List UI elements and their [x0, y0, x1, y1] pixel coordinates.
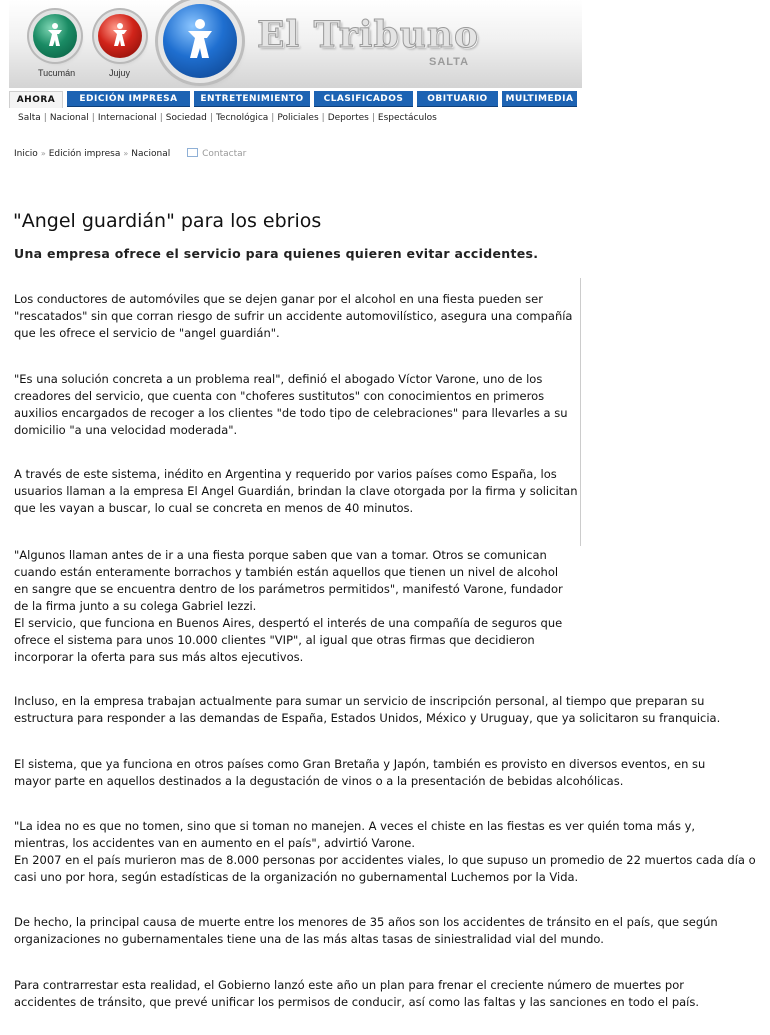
section-link-salta[interactable]: Salta — [18, 113, 41, 123]
divider: | — [271, 113, 275, 123]
text-line: A través de este sistema, inédito en Argentina y requerido por varios países como España, los — [14, 467, 557, 481]
edition-tucuman-logo-icon[interactable] — [33, 14, 77, 58]
site-logo-city: SALTA — [429, 56, 470, 68]
text-line: que les ofrece el servicio de "angel guardián". — [14, 326, 280, 340]
text-line: que les vayan a buscar, lo cual se concreta en menos de 40 minutos. — [14, 501, 414, 515]
section-link-espectaculos[interactable]: Espectáculos — [377, 113, 437, 123]
article-paragraph — [14, 914, 759, 948]
breadcrumb-inicio[interactable]: Inicio — [14, 149, 38, 159]
text-line: "Algunos llaman antes de ir a una fiesta porque saben que van a tomar. Otros se comunican — [14, 548, 547, 562]
text-line: de la firma junto a su colega Gabriel Iezzi. — [14, 599, 257, 613]
text-line: accidentes de tránsito, que prevé unificar los permisos de conducir, así como las faltas y las sanciones en todo el país. — [14, 995, 700, 1009]
article-paragraph — [14, 977, 759, 1011]
article-subtitle: Una empresa ofrece el servicio para quienes quieren evitar accidentes. — [14, 246, 539, 261]
article-paragraph — [14, 693, 759, 727]
double-chevron-icon: » — [123, 149, 129, 158]
text-line: El sistema, que ya funciona en otros países como Gran Bretaña y Japón, también es provisto en diversos eventos, en su — [14, 757, 706, 771]
text-line: Para contrarrestar esta realidad, el Gobierno lanzó este año un plan para frenar el creciente número de muertes por — [14, 978, 684, 992]
text-line: estructura para responder a las demandas de España, Estados Unidos, México y Uruguay, que ya solicitaron su franquicia. — [14, 711, 721, 725]
edition-salta-logo-icon[interactable] — [163, 4, 237, 78]
divider: | — [91, 113, 95, 123]
section-link-tecnologica[interactable]: Tecnológica — [215, 113, 269, 123]
text-line: Los conductores de automóviles que se dejen ganar por el alcohol en una fiesta pueden ser — [14, 292, 543, 306]
tab-entretenimiento[interactable]: ENTRETENIMIENTO — [194, 91, 310, 107]
edition-jujuy-label[interactable]: Jujuy — [109, 68, 131, 78]
text-line: usuarios llaman a la empresa El Angel Guardián, brindan la clave otorgada por la firma y solicitan — [14, 484, 578, 498]
section-link-deportes[interactable]: Deportes — [327, 113, 369, 123]
section-link-nacional[interactable]: Nacional — [49, 113, 89, 123]
site-header — [9, 0, 582, 88]
column-divider — [580, 278, 581, 546]
text-line: casi uno por hora, según estadísticas de la organización no gubernamental Luchemos por la Vida. — [14, 870, 579, 884]
edition-tucuman-label[interactable]: Tucumán — [38, 68, 76, 78]
article-paragraph — [14, 818, 759, 886]
article-paragraph — [14, 466, 580, 517]
text-line: organizaciones no gubernamentales tiene una de las más altas tasas de siniestralidad vial del mundo. — [14, 932, 604, 946]
text-line: "Es una solución concreta a un problema real", definió el abogado Víctor Varone, uno de los — [14, 372, 543, 386]
divider: | — [371, 113, 375, 123]
section-link-sociedad[interactable]: Sociedad — [165, 113, 207, 123]
contact-label: Contactar — [202, 149, 247, 159]
divider: | — [159, 113, 163, 123]
section-link-internacional[interactable]: Internacional — [97, 113, 157, 123]
text-line: En 2007 en el país murieron mas de 8.000 personas por accidentes viales, lo que supuso un promedio de 22 muertos cada día o — [14, 853, 756, 867]
site-logo-title[interactable]: El Tribuno — [257, 14, 479, 56]
divider: | — [321, 113, 325, 123]
text-line: El servicio, que funciona en Buenos Aires, despertó el interés de una compañía de seguros que — [14, 616, 563, 630]
text-line: mayor parte en aquellos destinados a la degustación de vinos o a la presentación de bebidas alcohólicas. — [14, 774, 624, 788]
text-line: creadores del servicio, que cuenta con "choferes sustitutos" con conocimientos en primeros — [14, 389, 545, 403]
tab-ahora[interactable]: AHORA — [9, 91, 63, 108]
mail-icon — [187, 148, 198, 157]
text-line: mientras, los accidentes van en aumento en el país", advirtió Varone. — [14, 836, 416, 850]
edition-jujuy-logo-icon[interactable] — [98, 14, 142, 58]
tab-multimedia[interactable]: MULTIMEDIA — [502, 91, 577, 107]
tab-obituario[interactable]: OBITUARIO — [417, 91, 498, 107]
breadcrumb — [14, 148, 246, 159]
article-paragraph — [14, 371, 580, 439]
text-line: De hecho, la principal causa de muerte entre los menores de 35 años son los accidentes de tránsito en el país, que según — [14, 915, 718, 929]
section-link-policiales[interactable]: Policiales — [277, 113, 319, 123]
text-line: incorporar la oferta para sus más altos ejecutivos. — [14, 650, 304, 664]
divider: | — [43, 113, 47, 123]
article-paragraph — [14, 756, 759, 790]
text-line: en sangre que se encuentra dentro de los parámetros permitidos", manifestó Varone, fundador — [14, 582, 563, 596]
text-line: "rescatados" sin que corran riesgo de sufrir un accidente automovilístico, asegura una compañía — [14, 309, 573, 323]
tab-clasificados[interactable]: CLASIFICADOS — [314, 91, 413, 107]
tab-edicion-impresa[interactable]: EDICIÓN IMPRESA — [67, 91, 190, 107]
text-line: auxilios encargados de recoger a los clientes "de todo tipo de celebraciones" para llevarles a su — [14, 406, 568, 420]
article-paragraph — [14, 291, 580, 342]
contact-link[interactable] — [187, 149, 246, 159]
breadcrumb-nacional[interactable]: Nacional — [131, 149, 171, 159]
text-line: domicilio "a una velocidad moderada". — [14, 423, 238, 437]
article-paragraph — [14, 547, 580, 666]
divider: | — [209, 113, 213, 123]
text-line: Incluso, en la empresa trabajan actualmente para sumar un servicio de inscripción personal, al tiempo que preparan su — [14, 694, 705, 708]
article-title: "Angel guardián" para los ebrios — [13, 210, 322, 232]
breadcrumb-edicion-impresa[interactable]: Edición impresa — [48, 149, 121, 159]
text-line: "La idea no es que no tomen, sino que si toman no manejen. A veces el chiste en las fiestas es ver quién toma más y, — [14, 819, 696, 833]
text-line: cuando están enteramente borrachos y también están aquellos que tienen un nivel de alcohol — [14, 565, 559, 579]
text-line: ofrece el sistema para unos 10.000 clientes "VIP", al igual que otras firmas que decidieron — [14, 633, 535, 647]
double-chevron-icon: » — [40, 149, 46, 158]
section-nav — [18, 113, 437, 123]
